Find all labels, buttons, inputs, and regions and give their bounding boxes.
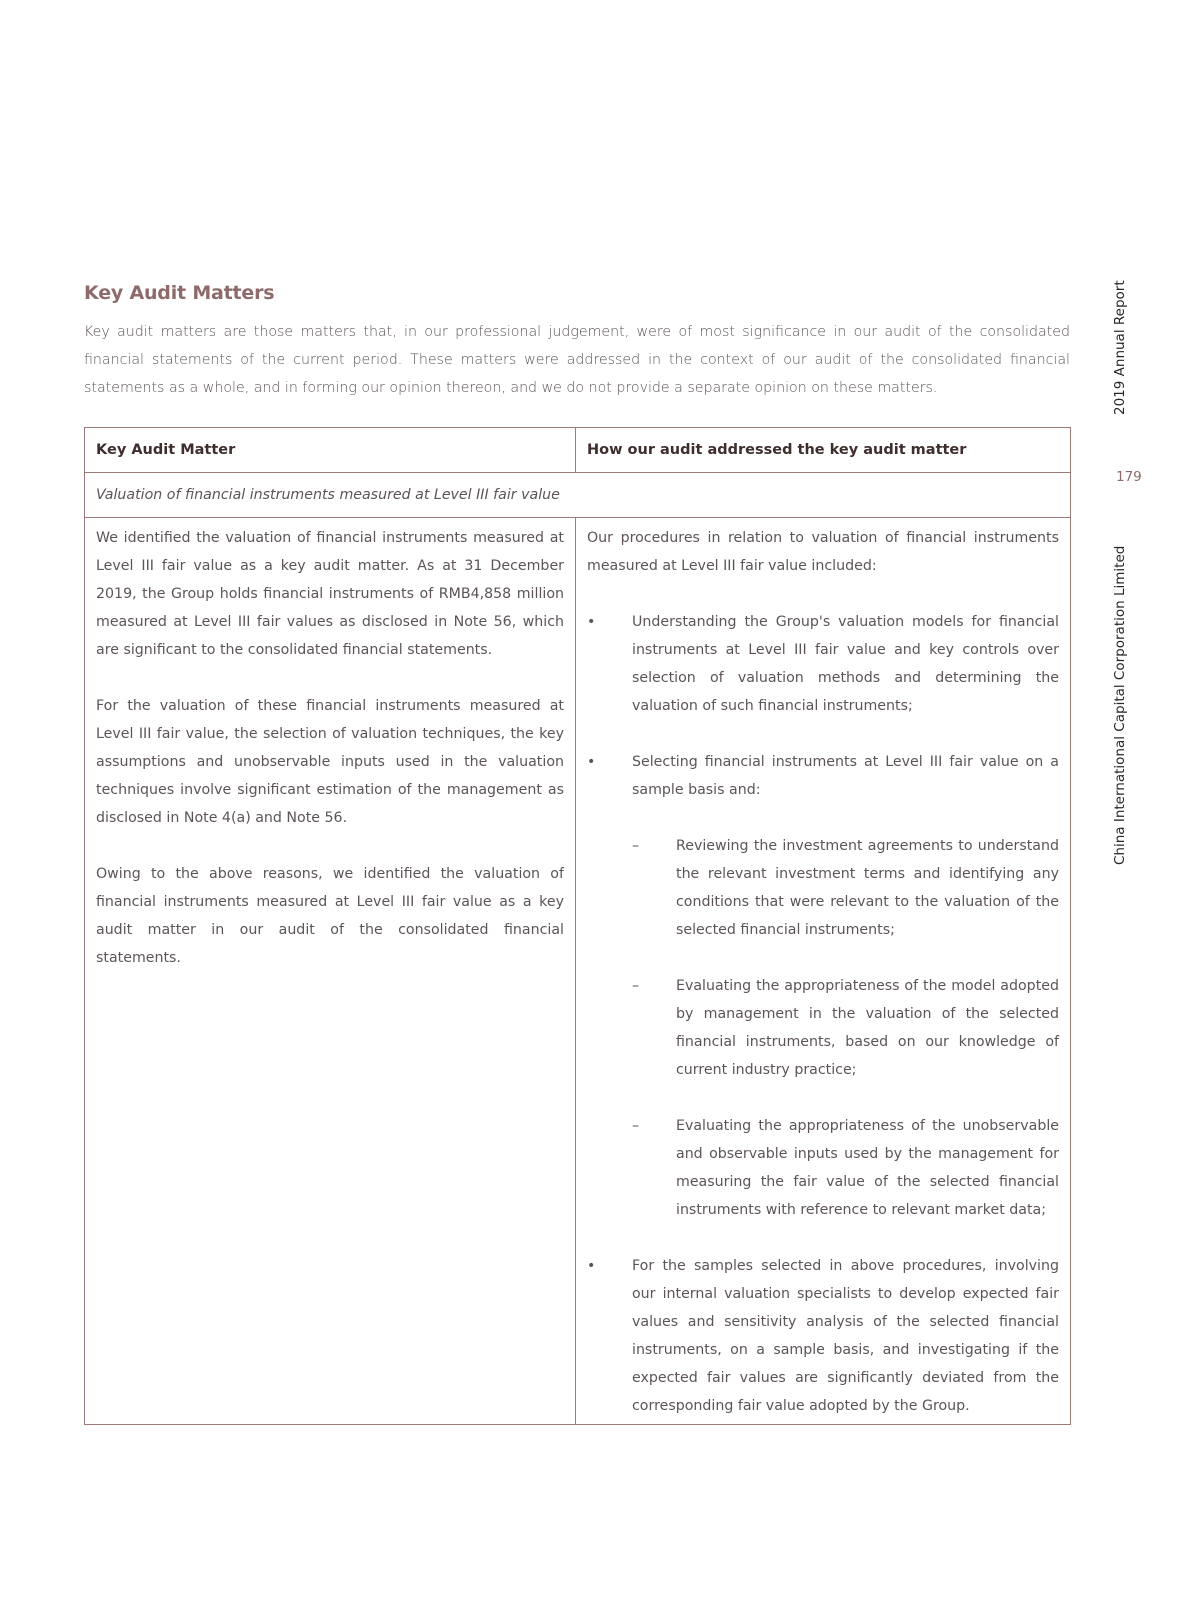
list-item: • Understanding the Group's valuation models for financial instruments at Level III fair value and key controls over selection of valuation methods and determining the valuation of such financial instruments; <box>587 608 1059 720</box>
sub-list-item: – Evaluating the appropriateness of the model adopted by management in the valuation of the selected financial instruments, based on our knowledge of current industry practice; <box>632 972 1059 1084</box>
matter-description-cell <box>85 518 576 1425</box>
page-number: 179 <box>1116 469 1142 485</box>
procedures-intro: Our procedures in relation to valuation of financial instruments measured at Level III fair value included: <box>587 530 1059 574</box>
subject-row <box>85 473 1071 518</box>
matter-paragraph: We identified the valuation of financial instruments measured at Level III fair value as a key audit matter. As at 31 December 2019, the Group holds financial instruments of RMB4,858 million measured at Level III fair values as disclosed in Note 56, which are significant to the consolidated financial statements. <box>96 530 564 658</box>
table-header-row <box>85 428 1071 473</box>
sub-list-item: – Reviewing the investment agreements to understand the relevant investment terms and identifying any conditions that were relevant to the valuation of the selected financial instruments; <box>632 832 1059 944</box>
company-name: China International Capital Corporation Limited <box>1112 545 1128 865</box>
section-title: Key Audit Matters <box>84 282 275 304</box>
dash-icon: – <box>632 838 640 854</box>
bullet-icon: • <box>587 1258 596 1274</box>
bullet-icon: • <box>587 754 596 770</box>
list-item: • Selecting financial instruments at Level III fair value on a sample basis and: <box>587 748 1059 804</box>
table-row <box>85 518 1071 1425</box>
matter-paragraph: For the valuation of these financial instruments measured at Level III fair value, the selection of valuation techniques, the key assumptions and unobservable inputs used in the valuation techniques involve significant estimation of the management as disclosed in Note 4(a) and Note 56. <box>96 698 564 826</box>
sub-list-item: – Evaluating the appropriateness of the unobservable and observable inputs used by the management for measuring the fair value of the selected financial instruments with reference to relevant market data; <box>632 1112 1059 1224</box>
intro-paragraph: Key audit matters are those matters that, in our professional judgement, were of most significance in our audit of the consolidated financial statements of the current period. These matters were addressed in the context of our audit of the consolidated financial statements as a whole, and in forming our opinion thereon, and we do not provide a separate opinion on these matters. <box>84 324 1070 396</box>
header-how-addressed: How our audit addressed the key audit matter <box>576 428 1071 473</box>
audit-response-cell <box>576 518 1071 1425</box>
key-audit-matter-table <box>84 427 1071 1425</box>
header-key-audit-matter: Key Audit Matter <box>85 428 576 473</box>
dash-icon: – <box>632 978 640 994</box>
matter-subject: Valuation of financial instruments measured at Level III fair value <box>85 473 1071 518</box>
matter-paragraph: Owing to the above reasons, we identified the valuation of financial instruments measured at Level III fair value as a key audit matter in our audit of the consolidated financial statements. <box>96 866 564 966</box>
list-item: • For the samples selected in above procedures, involving our internal valuation specialists to develop expected fair values and sensitivity analysis of the selected financial instruments, on a sample basis, and investigating if the expected fair values are significantly deviated from the corresponding fair value adopted by the Group. <box>587 1252 1059 1420</box>
bullet-icon: • <box>587 614 596 630</box>
report-label: 2019 Annual Report <box>1112 280 1128 415</box>
dash-icon: – <box>632 1118 640 1134</box>
